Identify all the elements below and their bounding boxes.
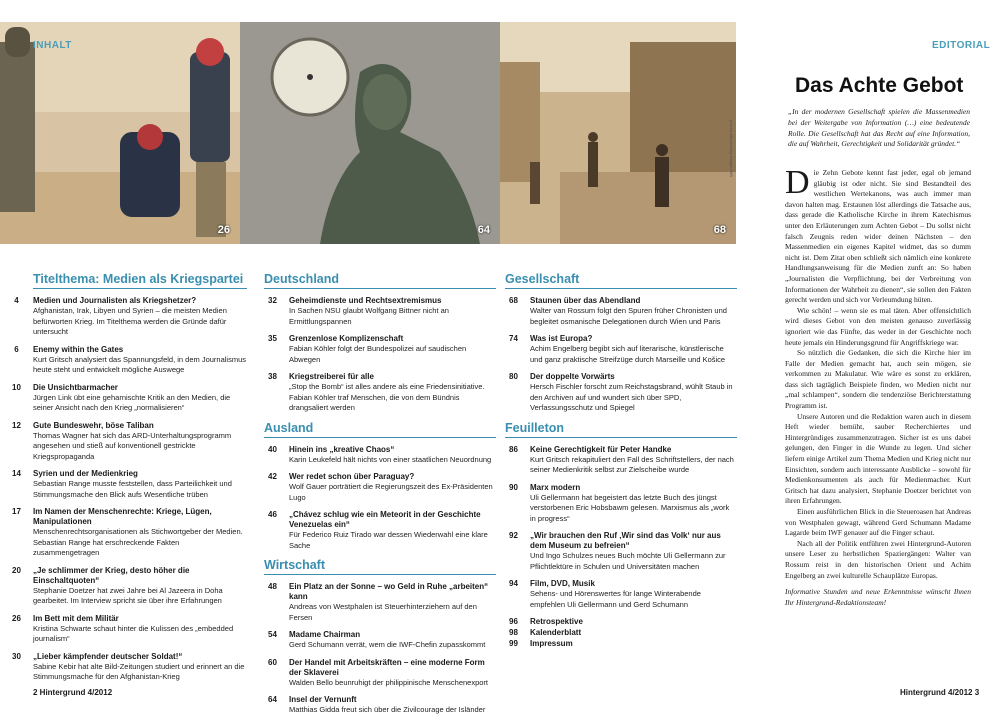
photo-page-number: 26 bbox=[217, 224, 230, 236]
section-heading: Gesellschaft bbox=[505, 272, 737, 289]
drop-cap: D bbox=[785, 164, 810, 201]
toc-entry[interactable]: 6 Enemy within the Gates Kurt Gritsch analysiert das Spannungsfeld, in dem Journalismus heute steht und entwickelt mögliche Auswege bbox=[14, 344, 247, 374]
toc-entry[interactable]: 32 Geheimdienste und Rechtsextremismus In Sachen NSU glaubt Wolfgang Bittner nicht an Ermittlungspannen bbox=[268, 296, 449, 326]
section-heading: Ausland bbox=[264, 421, 496, 438]
toc-entry[interactable]: 30 „Lieber kämpfender deutscher Soldat!“ Sabine Kebir hat alte Bild-Zeitungen studiert und erinnert an die Stimmungsmache für den Afghanistan-Krieg bbox=[12, 651, 245, 681]
photo-credit: picture-alliance/akg-images/IMS bbox=[729, 120, 734, 177]
toc-entry[interactable]: 14 Syrien und der Medienkrieg Sebastian Range musste feststellen, dass Parteilichkeit und Stimmungsmache den Blick aufs Wesentliche trüben bbox=[12, 469, 232, 499]
photo-street bbox=[500, 22, 736, 244]
editorial-label: EDITORIAL bbox=[932, 40, 991, 51]
photo-soldiers bbox=[0, 22, 240, 244]
toc-entry[interactable]: 38 Kriegstreiberei für alle „Stop the Bomb“ ist alles andere als eine Friedensinitiative. Fabian Köhler traf Menschen, die von dem Bündnis drangsaliert werden bbox=[268, 372, 485, 412]
toc-entry[interactable]: 12 Gute Bundeswehr, böse Taliban Thomas Wagner hat sich das ARD-Unterhaltungsprogramm angesehen und stieß auf konventionell gestrickte Kriegspropaganda bbox=[12, 420, 232, 461]
toc-entry[interactable]: 98 Kalenderblatt bbox=[509, 628, 582, 637]
toc-column-2 bbox=[256, 272, 496, 723]
section-heading: Titelthema: Medien als Kriegspartei bbox=[33, 272, 247, 289]
editorial-paragraph: Unsere Autoren und die Redaktion waren auch in diesem Heft wieder bemüht, sauber Recherchiertes und Hintergründiges zusammenzutragen. Sicher ist es uns dabei gelungen, den Finger in die Wunde zu legen. Und sicher liefern einige Artikel zum Thema Medien und Krieg nicht nur Einsichten, sondern auch interessante Ausblicke – sowohl für Medienkonsumenten als auch für Medienmacher. Kurt Gritsch hat dazu analysiert, Stephanie Doetzer berichtet von ihren Erfahrungen. bbox=[785, 411, 971, 506]
toc-entry[interactable]: 68 Staunen über das Abendland Walter van Rossum folgt den Spuren früher Chronisten und begleitet osmanische Delegationen durch Wien und Paris bbox=[509, 296, 727, 326]
editorial-lead: „In der modernen Gesellschaft spielen die Massenmedien bei der Weitergabe von Information (…) eine bedeutende Rolle. Die Gesellschaft hat das Recht auf eine Information, die auf Wahrheit, Gerechtigkeit und Solidarität gründet.“ bbox=[788, 107, 970, 149]
toc-entry[interactable]: 86 Keine Gerechtigkeit für Peter Handke Kurt Gritsch rekapituliert den Fall des Schriftstellers, der nach seiner Medienkritik selbst zur Zielscheibe wurde bbox=[509, 444, 734, 474]
photo-page-number: 68 bbox=[713, 224, 726, 236]
toc-entry[interactable]: 92 „Wir brauchen den Ruf ‚Wir sind das Volk‘ nur aus dem Museum zu befreien“ Und Ingo Schulzes neues Buch möchte Uli Gellermann zur Pflichtlektüre in Schulen und Universitäten machen bbox=[509, 531, 726, 571]
toc-entry[interactable]: 54 Madame Chairman Gerd Schumann verrät, wem die IWF-Chefin zupasskommt bbox=[268, 630, 486, 649]
editorial-signature: Informative Stunden und neue Erkenntnisse wünscht Ihnen Ihr Hintergrund-Redaktionsteam! bbox=[785, 587, 971, 607]
section-heading: Feuilleton bbox=[505, 421, 737, 438]
photo-page-number: 64 bbox=[477, 224, 490, 236]
toc-entry[interactable]: 90 Marx modern Uli Gellermann hat begeistert das letzte Buch des jüngst verstorbenen Eric Hobsbawm gelesen. Marxismus als „work in progress“ bbox=[509, 482, 730, 523]
toc-entry[interactable]: 20 „Je schlimmer der Krieg, desto höher die Einschaltquoten“ Stephanie Doetzer hat zwei Jahre bei Al Jazeera in Doha gearbeitet. Im Interview spricht sie über ihre Erfahrungen bbox=[12, 565, 223, 605]
editorial-paragraph: Einen ausführlichen Blick in die Steueroasen hat Andreas von Westphalen gewagt, während Gerd Schumann Madame Lagarde beim IWF genauer auf die Finger schaut. bbox=[785, 507, 971, 538]
toc-entry[interactable]: 96 Retrospektive bbox=[509, 617, 583, 626]
toc-entry[interactable]: 48 Ein Platz an der Sonne – wo Geld in Ruhe „arbeiten“ kann Andreas von Westphalen ist Steuerhinterziehern auf den Fersen bbox=[268, 582, 489, 622]
editorial-paragraph: Die Zehn Gebote kennt fast jeder, egal ob jemand gläubig ist oder nicht. Sie sind Bestandteil des westlichen Wertekanons, was auch immer man davon halten mag. Erstaunen löst allerdings die Tatsache aus, dass gerade die Katholische Kirche in ihrem Katechismus unter den Erläuterungen zum Achten Gebot – Du sollst nicht falsch Zeugnis reden wider deinen Nächsten – den Massenmedien ein eigenes Kapitel widmet, das so dumm nicht ist. Dem Zitat oben schließt sich nämlich eine konkrete Handlungsanweisung für die Medien zunft an: So haben „Journalisten die Verpflichtung, bei der Verbreitung von Informationen der Wahrheit zu dienen“, sie sollen den Fakten gerecht werden und sich vor Verleumdung hüten. bbox=[785, 164, 971, 305]
toc-entry[interactable]: 46 „Chávez schlug wie ein Meteorit in der Geschichte Venezuelas ein“ Für Federico Ruiz Tirado war dessen Wiederwahl eine klare Sache bbox=[268, 510, 488, 550]
photo-statue bbox=[240, 22, 500, 244]
toc-entry[interactable]: 40 Hinein ins „kreative Chaos“ Karin Leukefeld hält nichts von einer staatlichen Neuordnung bbox=[268, 444, 492, 464]
editorial-paragraph: Wie schön! – wenn sie es mal täten. Aber offensichtlich wird dieses Gebot von den meisten genauso zuverlässig ignoriert wie das Fünfte, das weder in der Geschichte noch heute jemals ein Hinderungsgrund für Angriffskriege war. bbox=[785, 305, 971, 347]
toc-entry[interactable]: 80 Der doppelte Vorwärts Hersch Fischler forscht zum Reichstagsbrand, wühlt Staub in den Archiven auf und wundert sich über SPD, Verfassungsschutz und Spiegel bbox=[509, 372, 733, 412]
toc-column-3 bbox=[497, 272, 737, 650]
toc-entry[interactable]: 60 Der Handel mit Arbeitskräften – eine moderne Form der Sklaverei Walden Bello beunruhigt der philippinische Menschenexport bbox=[268, 657, 489, 687]
photo-street-image bbox=[500, 22, 736, 244]
editorial-paragraph: So nützlich die Gedanken, die sich die Kirche hier im Falle der Medien gemacht hat, auch sein mögen, sie verkommen zu Makulatur. Wie wäre es sonst zu erklären, dass sich tagtäglich Beispiele finden, wo Medien nicht nur „mal schlampen“, sondern die tendenziöse Berichterstattung Programm ist. bbox=[785, 348, 971, 411]
editorial-paragraph: Nach all der Politik entführen zwei Hintergrund-Autoren unsere Leser zu herbstlichen Spaziergängen: Walter van Rossum reist in den historischen Orient und Achim Engelberg an zwei kulturelle Schauplätze Europas. bbox=[785, 538, 971, 580]
toc-entry[interactable]: 99 Impressum bbox=[509, 639, 573, 648]
toc-entry[interactable]: 35 Grenzenlose Komplizenschaft Fabian Köhler folgt der Bundespolizei auf saudischen Abwegen bbox=[268, 334, 467, 364]
footer-left: 2 Hintergrund 4/2012 bbox=[33, 688, 113, 697]
toc-entry[interactable]: 64 Insel der Vernunft Matthias Gidda freut sich über die Zivilcourage der Isländer bbox=[268, 695, 486, 714]
editorial-title: Das Achte Gebot bbox=[795, 74, 964, 97]
toc-entry[interactable]: 26 Im Bett mit dem Militär Kristina Schwarte schaut hinter die Kulissen des „embedded journalism“ bbox=[12, 613, 234, 643]
editorial-body bbox=[785, 164, 971, 608]
toc-entry[interactable]: 17 Im Namen der Menschenrechte: Kriege, Lügen, Manipulationen Menschenrechtsorganisationen als Stichwortgeber der Medien. Sebastian Range hat erschreckende Fakten zusammengetragen bbox=[12, 507, 243, 557]
inhalt-label: INHALT bbox=[33, 40, 72, 51]
toc-column-1 bbox=[0, 272, 247, 690]
toc-entry[interactable]: 94 Film, DVD, Musik Sehens- und Hörenswertes für lange Winterabende empfehlen Uli Gellermann und Gerd Schumann bbox=[509, 579, 701, 609]
toc-entry[interactable]: 74 Was ist Europa? Achim Engelberg begibt sich auf literarische, künstlerische und ganz praktische Streifzüge durch Marseille und Košice bbox=[509, 334, 726, 364]
section-heading: Wirtschaft bbox=[264, 558, 496, 575]
photo-statue-image bbox=[240, 22, 500, 244]
toc-entry[interactable]: 42 Wer redet schon über Paraguay? Wolf Gauer porträtiert die Regierungszeit des Ex-Präsidenten Lugo bbox=[268, 472, 493, 502]
toc-entry[interactable]: 4 Medien und Journalisten als Kriegshetzer? Afghanistan, Irak, Libyen und Syrien – die meisten Medien befürworten Krieg. Im Titelthema werden die Gründe dafür untersucht bbox=[14, 296, 227, 336]
photo-soldiers-image bbox=[0, 22, 240, 244]
footer-right: Hintergrund 4/2012 3 bbox=[900, 688, 980, 697]
section-heading: Deutschland bbox=[264, 272, 496, 289]
toc-entry[interactable]: 10 Die Unsichtbarmacher Jürgen Link übt eine geharnischte Kritik an den Medien, die seiner Ansicht nach den Krieg „normalisieren“ bbox=[12, 382, 231, 412]
